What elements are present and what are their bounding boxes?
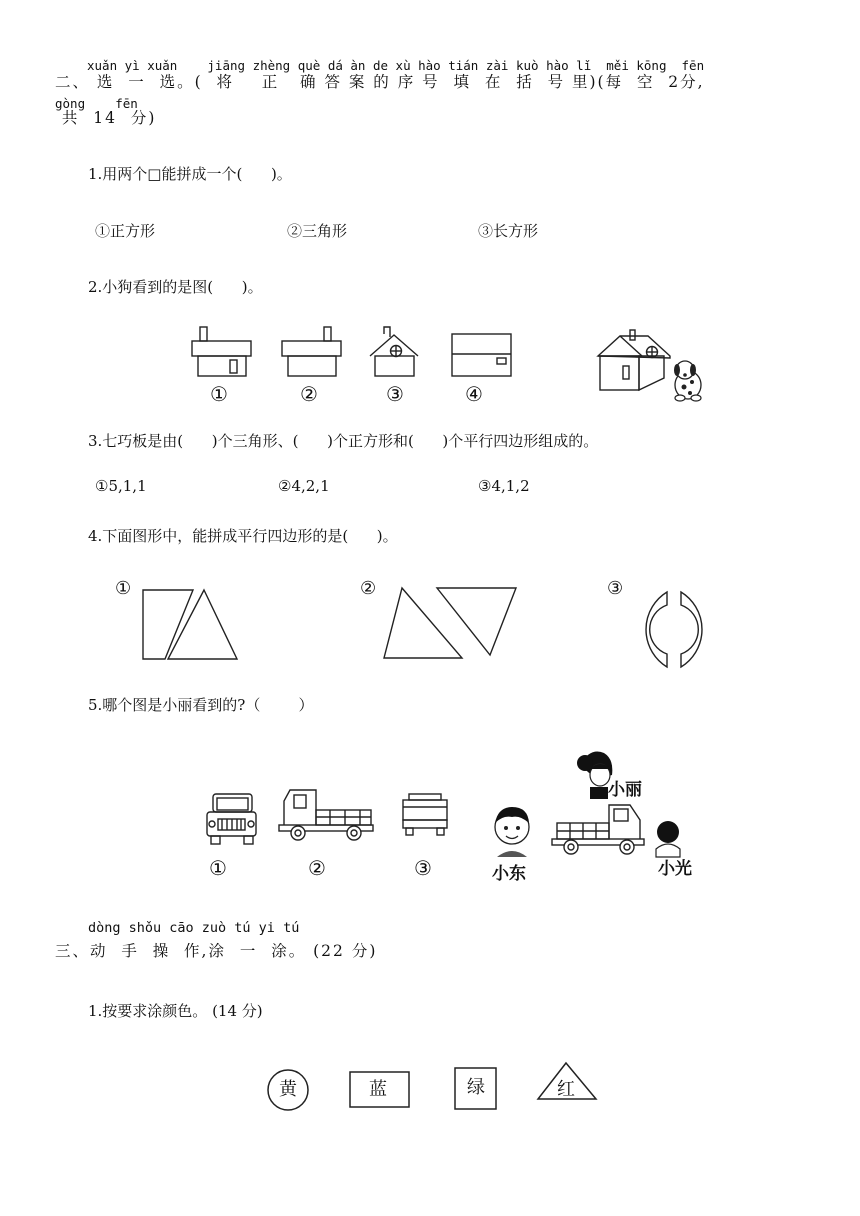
p1-text: 1.按要求涂颜色。 (14 分) [88,1002,263,1020]
p1-shape-label-red: 红 [557,1079,575,1100]
q4-label-1: ① [115,578,132,599]
boy-xiaodong-icon [495,807,529,857]
q1-option-2: ②三角形 [287,222,348,240]
section3-pinyin: dòng shǒu cāo zuò tú yi tú [88,920,300,936]
house-3d-image [598,330,670,390]
boy-xiaoguang-icon [656,821,680,857]
section2-pinyin-line2: gòng fēn [55,96,138,111]
q2-label-3: ③ [386,382,404,406]
house-view-2-image [282,327,341,376]
q2-label-1: ① [210,382,228,406]
q3-option-1: ①5,1,1 [95,477,147,495]
q5-person-xiaoli: 小丽 [608,780,642,800]
q5-label-3: ③ [414,856,432,880]
section2-pinyin-line1: xuǎn yì xuǎn jiāng zhèng què dá àn de xù hào tián zài kuò hào lǐ měi kōng fēn [87,58,705,73]
q5-text: 5.哪个图是小丽看到的?（ ） [88,696,314,714]
section2-heading-line2: 共 14 分) [55,109,157,127]
q5-person-xiaoguang: 小光 [658,859,692,879]
dog-icon [674,361,701,401]
q2-label-2: ② [300,382,318,406]
q4-shapes [0,580,860,680]
q3-option-2: ②4,2,1 [278,477,330,495]
q2-house-views [0,322,860,422]
q5-person-xiaodong: 小东 [492,864,526,884]
truck-scene-image [552,805,644,854]
house-view-3-image [370,327,418,376]
q4-shape-3-image [646,592,702,667]
q1-option-1: ①正方形 [95,222,156,240]
truck-front-view-image [207,794,256,844]
q4-label-2: ② [360,578,377,599]
q4-label-3: ③ [607,578,624,599]
q5-label-1: ① [209,856,227,880]
q1-option-3: ③长方形 [478,222,539,240]
house-view-4-image [452,334,511,376]
q4-shape-1-image [143,590,237,659]
q5-label-2: ② [308,856,326,880]
house-view-1-image [192,327,251,376]
q3-text: 3.七巧板是由( )个三角形、( )个正方形和( )个平行四边形组成的。 [88,432,599,450]
q1-text: 1.用两个□能拼成一个( )。 [88,165,292,183]
section2-heading-line1: 二、 选 一 选。( 将 正 确 答 案 的 序 号 填 在 括 号 里)(每 空 2分, [55,73,705,91]
q2-label-4: ④ [465,382,483,406]
truck-side-view-image [279,790,373,840]
p1-shape-label-green: 绿 [467,1077,485,1098]
p1-shape-label-yellow: 黄 [279,1079,297,1100]
q3-option-3: ③4,1,2 [478,477,530,495]
p1-color-shapes [0,1060,860,1130]
q4-text: 4.下面图形中，能拼成平行四边形的是( )。 [88,527,398,545]
q2-text: 2.小狗看到的是图( )。 [88,278,263,296]
section3-heading: 三、动 手 操 作,涂 一 涂。 (22 分) [55,942,378,960]
truck-back-view-image [403,794,447,835]
p1-shape-label-blue: 蓝 [369,1079,387,1100]
q4-shape-2-image [384,588,516,658]
